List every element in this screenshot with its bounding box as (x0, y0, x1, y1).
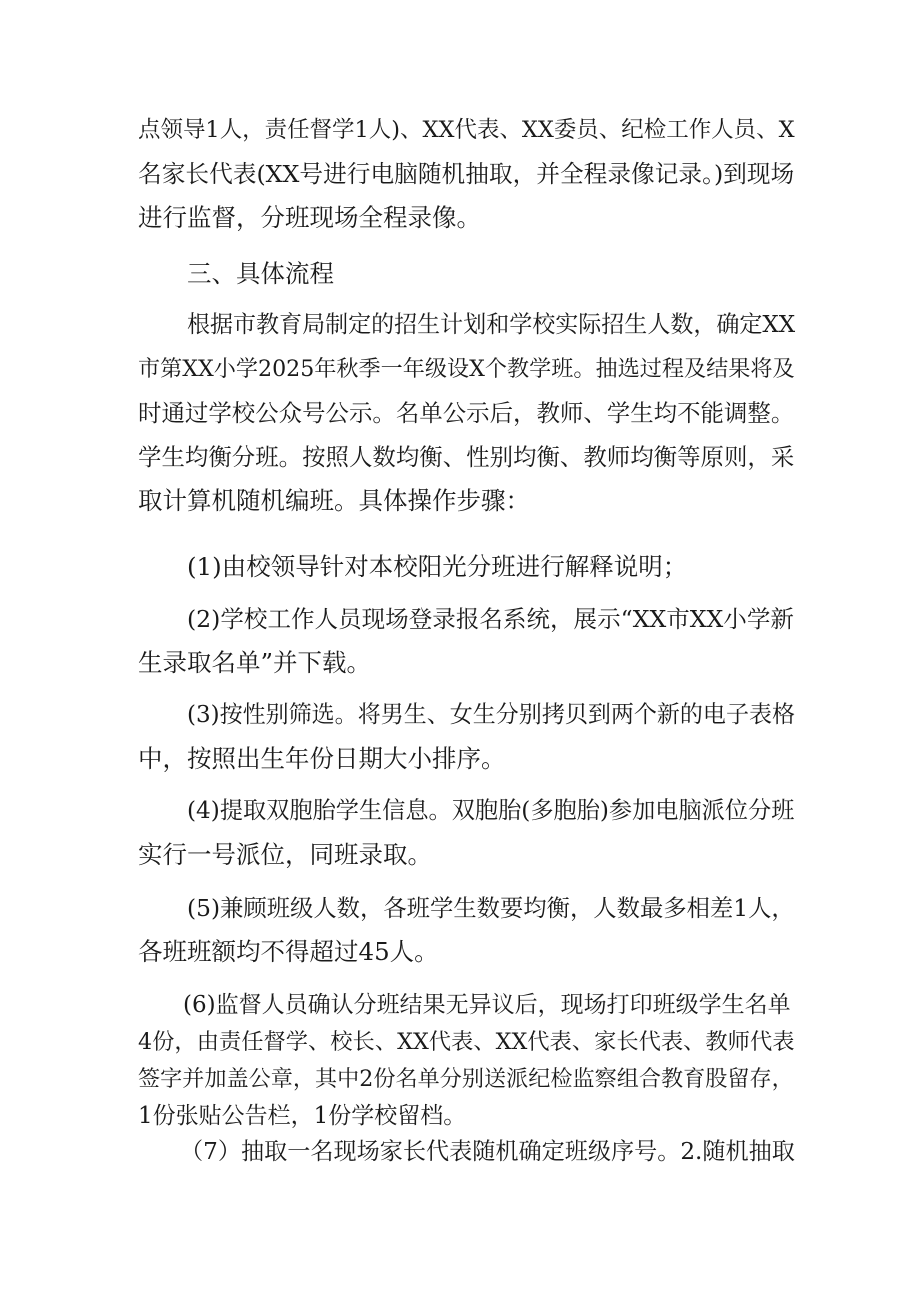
text-line: （7）抽取一名现场家长代表随机确定班级序号。2.随机抽取 (180, 1139, 795, 1165)
paragraph-intro (138, 303, 798, 523)
text-line: (1)由校领导针对本校阳光分班进行解释说明； (187, 552, 688, 581)
heading-text: 三、具体流程 (187, 259, 334, 288)
step-item-1 (138, 545, 798, 589)
text-line: 学生均衡分班。按照人数均衡、性别均衡、教师均衡等原则，采 (138, 443, 795, 471)
step-item-3 (138, 693, 798, 781)
text-line: 签字并加盖公章，其中2份名单分别送派纪检监察组合教育股留存， (138, 1066, 794, 1092)
text-line: 4份，由责任督学、校长、XX代表、XX代表、家长代表、教师代表 (138, 1029, 795, 1055)
text-line: 根据市教育局制定的招生计划和学校实际招生人数，确定XX (187, 312, 796, 338)
text-line: 实行一号派位，同班录取。 (138, 840, 432, 869)
text-line: 取计算机随机编班。具体操作步骤： (138, 486, 530, 515)
text-line: 市第XX小学2025年秋季一年级设X个教学班。抽选过程及结果将及 (138, 356, 795, 382)
step-item-5 (138, 886, 798, 974)
text-line: (4)提取双胞胎学生信息。双胞胎(多胞胎)参加电脑派位分班 (187, 797, 795, 824)
step-item-7 (138, 1130, 798, 1174)
text-line: 进行监督，分班现场全程录像。 (138, 203, 481, 232)
text-line: 名家长代表(XX号进行电脑随机抽取，并全程录像记录。)到现场 (138, 160, 795, 188)
section-heading (187, 252, 847, 296)
step-item-4 (138, 789, 798, 877)
text-line: 1份张贴公告栏，1份学校留档。 (138, 1103, 467, 1129)
text-line: (2)学校工作人员现场登录报名系统，展示“XX市XX小学新 (187, 605, 794, 633)
text-line: 时通过学校公众号公示。名单公示后，教师、学生均不能调整。 (138, 399, 795, 427)
text-line: (5)兼顾班级人数，各班学生数要均衡，人数最多相差1人， (187, 894, 795, 922)
text-line: (3)按性别筛选。将男生、女生分别拷贝到两个新的电子表格 (187, 702, 795, 728)
text-line: 中，按照出生年份日期大小排序。 (138, 744, 506, 773)
step-item-2 (138, 597, 798, 685)
paragraph-continuation (138, 108, 798, 240)
text-line: 生录取名单”并下载。 (138, 648, 372, 677)
text-line: 点领导1人，责任督学1人)、XX代表、XX委员、纪检工作人员、X (138, 117, 795, 143)
step-item-6 (138, 987, 798, 1135)
text-line: (6)监督人员确认分班结果无异议后，现场打印班级学生名单 (183, 992, 791, 1018)
text-line: 各班班额均不得超过45人。 (138, 937, 439, 966)
